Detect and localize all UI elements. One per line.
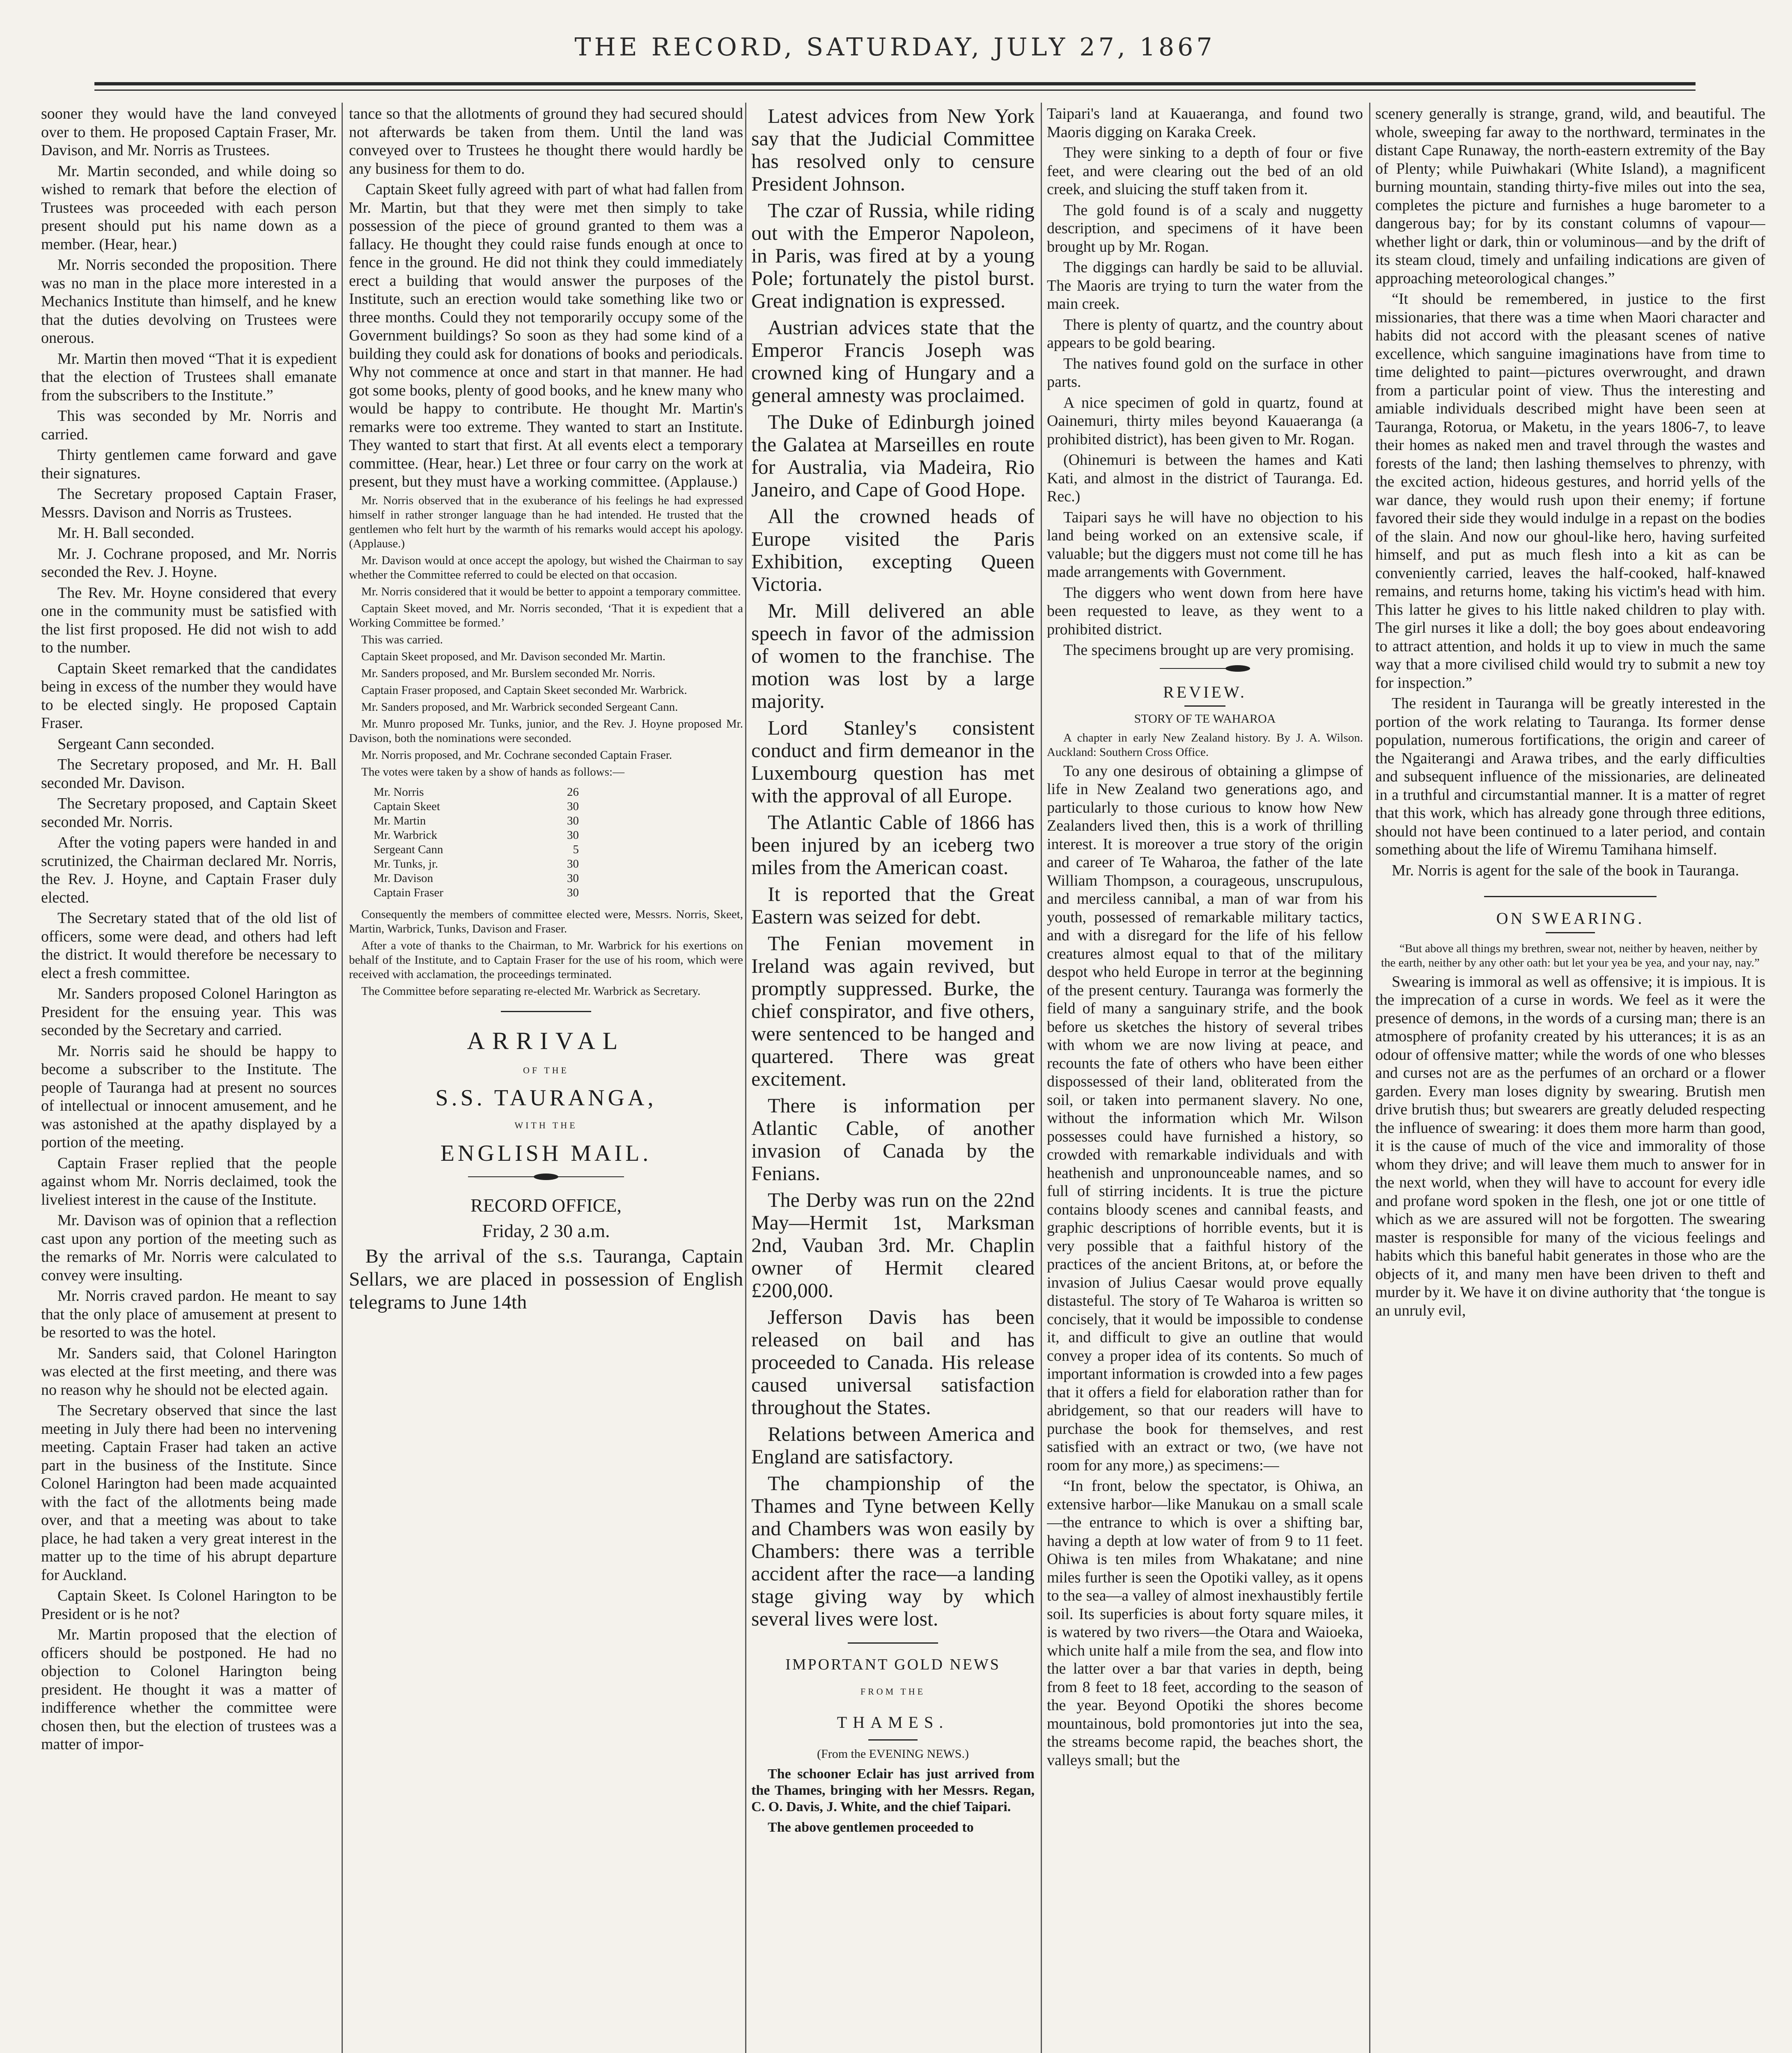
- vote-count: 30: [567, 814, 579, 827]
- telegram-item: Latest advices from New York say that the Judicial Committee has resolved only to censure President Johnson.: [751, 105, 1035, 195]
- vote-name: Mr. Tunks, jr.: [374, 857, 438, 870]
- telegram-item: Austrian advices state that the Emperor Francis Joseph was crowned king of Hungary and a general amnesty was proclaimed.: [751, 316, 1035, 406]
- small-paragraph: Mr. Sanders proposed, and Mr. Warbrick seconded Sergeant Cann.: [361, 700, 678, 714]
- record-office-time: Friday, 2 30 a.m.: [482, 1220, 610, 1241]
- vote-table: [374, 785, 743, 900]
- swearing-paragraph: Swearing is immoral as well as offensive; it is impious. It is the imprecation of a curse in words. We feel as it were the presence of demons, in the words of a cursing man; there is an atmosphere of profanity created by his utterances; it is as an odour of offensive matter; while the words of one who blesses and curses not are as the perfumes of an orchard or a flower garden. Every man loses dignity by swearing. Brutish men drive brutish thus; but swearers are greatly deluded respecting the influence of swearing: it does them more harm than good, it is the cause of much of the vice and immorality of those whom they drive; and will leave them much to answer for in the next world, when they will have to account for every idle and profane word spoken in the flesh, one jot or one tittle of which as we are assured will not be forgotten. The swearing master is responsible for many of the vicious feelings and habits which this baneful habit generates in those who are the objects of it, and many men have been driven to theft and murder by it. We have it on divine authority that ‘the tongue is an unruly evil,: [1375, 973, 1765, 1319]
- telegram-item: The Atlantic Cable of 1866 has been injured by an iceberg two miles from the American coast.: [751, 811, 1035, 879]
- small-paragraph: This was carried.: [361, 633, 443, 646]
- small-paragraph: Mr. Norris proposed, and Mr. Cochrane seconded Captain Fraser.: [361, 748, 672, 762]
- telegram-item: Relations between America and England are satisfactory.: [751, 1422, 1035, 1468]
- article-paragraph: The specimens brought up are very promising.: [1063, 641, 1354, 659]
- article-paragraph: Mr. Martin seconded, and while doing so wished to remark that before the election of Trustees was proceeded with each person present should put his name down as a member. (Hear, hear.): [41, 162, 337, 253]
- vote-name: Captain Fraser: [374, 886, 443, 899]
- masthead-rule-thick: [94, 82, 1696, 85]
- vote-count: 30: [567, 799, 579, 813]
- article-paragraph: Mr. Martin proposed that the election of officers should be postponed. He had no objection to Colonel Harington being president. He thought it was a matter of indifference whether the committee were chosen then, but the election of trustees was a matter of impor-: [41, 1626, 337, 1753]
- column-divider: [1041, 103, 1042, 2053]
- column-2: [349, 105, 743, 2053]
- article-paragraph: Captain Fraser replied that the people against whom Mr. Norris declaimed, took the liveliest interest in the cause of the Institute.: [41, 1154, 337, 1208]
- vote-row: [374, 785, 579, 799]
- column-3: [751, 105, 1035, 2053]
- article-paragraph: Taipari's land at Kauaeranga, and found two Maoris digging on Karaka Creek.: [1047, 105, 1363, 141]
- small-paragraph: Consequently the members of committee elected were, Messrs. Norris, Skeet, Martin, Warbrick, Tunks, Davison and Fraser.: [349, 907, 743, 935]
- vote-row: [374, 814, 579, 828]
- small-paragraph: Mr. Norris considered that it would be better to appoint a temporary committee.: [361, 585, 741, 598]
- telegram-item: Mr. Mill delivered an able speech in favor of the admission of women to the franchise. The motion was lost by a large majority.: [751, 599, 1035, 712]
- article-paragraph: The Rev. Mr. Hoyne considered that every one in the community must be satisfied with the list first proposed. He did not wish to add to the number.: [41, 584, 337, 656]
- section-rule: [1484, 896, 1657, 897]
- vote-name: Mr. Davison: [374, 871, 433, 885]
- telegram-item: The czar of Russia, while riding out with the Emperor Napoleon, in Paris, was fired at by a young Pole; fortunately the pistol burst. Great indignation is expressed.: [751, 199, 1035, 312]
- article-paragraph: Mr. Sanders proposed Colonel Harington as President for the ensuing year. This was seconded by the Secretary and carried.: [41, 985, 337, 1039]
- column-1: [41, 105, 337, 2053]
- column-4: [1047, 105, 1363, 2053]
- small-paragraph: Captain Skeet proposed, and Mr. Davison seconded Mr. Martin.: [361, 650, 665, 663]
- vote-row: [374, 857, 579, 871]
- vote-count: 26: [567, 785, 579, 799]
- article-paragraph: The Secretary stated that of the old list of officers, some were dead, and others had left the district. It would therefore be necessary to elect a fresh committee.: [41, 909, 337, 982]
- section-rule: [868, 1739, 918, 1741]
- telegram-item: The Fenian movement in Ireland was again revived, but promptly suppressed. Burke, the chief conspirator, and five others, were sentenced to be hanged and quartered. There was great excitement.: [751, 932, 1035, 1090]
- vote-row: [374, 799, 579, 814]
- article-paragraph: A nice specimen of gold in quartz, found at Oainemuri, thirty miles beyond Kauaeranga (a prohibited district), has been given to Mr. Rogan.: [1047, 394, 1363, 448]
- article-paragraph: Thirty gentlemen came forward and gave their signatures.: [41, 446, 337, 482]
- gold-news-place: THAMES.: [837, 1713, 949, 1732]
- telegram-item: It is reported that the Great Eastern was seized for debt.: [751, 882, 1035, 928]
- vote-name: Captain Skeet: [374, 799, 440, 813]
- telegram-item: All the crowned heads of Europe visited the Paris Exhibition, excepting Queen Victoria.: [751, 505, 1035, 595]
- masthead: [94, 33, 1696, 78]
- telegram-item: There is information per Atlantic Cable, of another invasion of Canada by the Fenians.: [751, 1094, 1035, 1185]
- small-paragraph: The votes were taken by a show of hands as follows:—: [361, 765, 625, 778]
- masthead-title: THE RECORD, SATURDAY, JULY 27, 1867: [574, 33, 1216, 62]
- small-paragraph: Mr. Munro proposed Mr. Tunks, junior, and the Rev. J. Hoyne proposed Mr. Davison, both the nominations were seconded.: [349, 717, 743, 745]
- column-divider: [342, 103, 343, 2053]
- article-paragraph: Mr. Martin then moved “That it is expedient that the election of Trustees shall emanate from the subscribers to the Institute.”: [41, 350, 337, 404]
- review-paragraph: scenery generally is strange, grand, wild, and beautiful. The whole, sweeping far away to the northward, terminates in the distant Cape Runaway, the north-eastern extremity of the Bay of Plenty; while Puiwhakari (White Island), a magnificent burning mountain, standing thirty-five miles out into the sea, completes the picture and furnishes a huge barometer to a dangerous bay; for by its constant columns of vapour—whether light or dark, thin or voluminous—and by the drift of its steam cloud, timely and unfailing indications are given of approaching meteorological changes.”: [1375, 105, 1765, 287]
- arrival-heading: ARRIVAL: [467, 1027, 625, 1054]
- vote-count: 5: [573, 843, 579, 856]
- vote-name: Mr. Warbrick: [374, 828, 437, 842]
- small-paragraph: The Committee before separating re-elected Mr. Warbrick as Secretary.: [361, 984, 701, 998]
- small-print-block: [349, 494, 743, 779]
- article-paragraph: Mr. Norris seconded the proposition. There was no man in the place more interested in a Mechanics Institute than himself, and he knew that the duties devolving on Trustees were onerous.: [41, 256, 337, 347]
- record-office-heading: RECORD OFFICE,: [470, 1194, 622, 1216]
- column-divider: [1369, 103, 1370, 2053]
- article-paragraph: (Ohinemuri is between the hames and Kati Kati, and almost in the district of Tauranga. Ed. Rec.): [1047, 451, 1363, 505]
- arrival-ship-name: S.S. TAURANGA,: [435, 1085, 657, 1111]
- vote-name: Mr. Norris: [374, 785, 424, 799]
- article-paragraph: Captain Skeet fully agreed with part of what had fallen from Mr. Martin, but that they were met then simply to take possession of the piece of ground granted to them was a fallacy. He thought they could raise funds enough at once to fence in the ground. He did not think they could immediately erect a building that would answer the purposes of the Institute, such an erection would take something like two or three months. Could they not temporarily occupy some of the Government buildings? So soon as they had some kind of a building they could ask for donations of books and periodicals. Why not commence at once and start in that manner. He had got some books, plenty of good books, and he knew many who would be happy to contribute. He thought Mr. Martin's remarks were too extreme. They wanted to start an Institute. They wanted to start that first. At all events elect a temporary committee. (Hear, hear.) Let three or four carry on the work at present, but they must have a working committee. (Applause.): [349, 181, 743, 490]
- article-paragraph: sooner they would have the land conveyed over to them. He proposed Captain Fraser, Mr. Davison, and Mr. Norris as Trustees.: [41, 105, 337, 159]
- article-paragraph: They were sinking to a depth of four or five feet, and were clearing out the bed of an old creek, and sluicing the stuff taken from it.: [1047, 144, 1363, 198]
- article-paragraph: The gold found is of a scaly and nuggetty description, and specimens of it have been brought up by Mr. Rogan.: [1047, 201, 1363, 255]
- article-paragraph: Mr. J. Cochrane proposed, and Mr. Norris seconded the Rev. J. Hoyne.: [41, 545, 337, 581]
- article-paragraph: There is plenty of quartz, and the country about appears to be gold bearing.: [1047, 316, 1363, 351]
- column-5: [1375, 105, 1765, 2053]
- review-book-title: STORY OF TE WAHAROA: [1134, 712, 1276, 726]
- article-paragraph: The diggings can hardly be said to be alluvial. The Maoris are trying to turn the water from the main creek.: [1047, 259, 1363, 312]
- small-paragraph: Mr. Norris observed that in the exuberance of his feelings he had expressed himself in rather stronger language than he had intended. He trusted that the gentlemen who felt hurt by the warmth of his remarks would accept his apology. (Applause.): [349, 494, 743, 550]
- review-paragraph: “It should be remembered, in justice to the first missionaries, that there was a time when Maori character and habits did not accord with the pleasant scenes of native excellence, which sanguine imaginations have from time to time delighted to paint—pictures overwrought, and drawn from a particular point of view. Thus the interesting and amiable individuals described might have been seen at Tauranga, Rotorua, or Maketu, in the years 1806-7, to leave their homes as naked men and travel through the wastes and forests of the land; then lashing themselves to phrenzy, with the excited action, hideous gestures, and horrid yells of the war dance, they would rush upon their enemy; if fortune favored their side they would indulge in a repast on the bodies of the slain. And now our ghoul-like hero, having surfeited himself, and put as much flesh into a kit as can be conveniently carried, leaves the half-cooked, half-knawed remains, and returns home, taking his victim's head with him. This latter he gives to his little naked children to play with. The girl nurses it like a doll; the boy goes about endeavoring to attract attention, and holds it up to view in much the same way that a more civilised child would try to submit a new toy for inspection.”: [1375, 290, 1765, 691]
- vote-row: [374, 843, 579, 857]
- arrival-of-the: OF THE: [523, 1065, 569, 1075]
- vote-count: 30: [567, 886, 579, 899]
- article-paragraph: Sergeant Cann seconded.: [57, 735, 215, 753]
- vote-count: 30: [567, 857, 579, 870]
- article-paragraph: Mr. Davison was of opinion that a reflection cast upon any portion of the meeting such as the remarks of Mr. Norris were calculated to convey were insulting.: [41, 1212, 337, 1284]
- gold-news-heading: IMPORTANT GOLD NEWS: [785, 1656, 1000, 1673]
- section-rule: [1546, 932, 1595, 933]
- review-paragraph: Mr. Norris is agent for the sale of the book in Tauranga.: [1392, 861, 1739, 879]
- vote-row: [374, 828, 579, 843]
- article-paragraph: The Secretary proposed Captain Fraser, Messrs. Davison and Norris as Trustees.: [41, 485, 337, 521]
- column-divider: [745, 103, 746, 2053]
- small-paragraph: Captain Fraser proposed, and Captain Skeet seconded Mr. Warbrick.: [361, 683, 687, 697]
- small-paragraph: After a vote of thanks to the Chairman, to Mr. Warbrick for his exertions on behalf of the Institute, and to Captain Fraser for the use of his room, which were received with acclamation, the proceedings terminated.: [349, 939, 743, 981]
- review-book-details: A chapter in early New Zealand history. By J. A. Wilson. Auckland: Southern Cross Office.: [1047, 731, 1363, 759]
- article-paragraph: Mr. Sanders said, that Colonel Harington was elected at the first meeting, and there was no reason why he should not be elected again.: [41, 1344, 337, 1399]
- masthead-rule-thin: [94, 90, 1696, 91]
- article-paragraph: Captain Skeet. Is Colonel Harington to be President or is he not?: [41, 1587, 337, 1623]
- small-paragraph: Mr. Sanders proposed, and Mr. Burslem seconded Mr. Norris.: [361, 666, 656, 680]
- section-rule: [848, 1642, 938, 1644]
- gold-news-paragraph: The above gentlemen proceeded to: [768, 1820, 974, 1835]
- small-print-block: [349, 907, 743, 999]
- vote-row: [374, 871, 579, 886]
- vote-count: 30: [567, 871, 579, 885]
- review-paragraph: “In front, below the spectator, is Ohiwa, an extensive harbor—like Manukau on a small scale—the entrance to which is over a shifting bar, having a depth at low water of from 9 to 11 feet. Ohiwa is ten miles from Whakatane; and nine miles further is seen the Opotiki valley, as it opens to the sea—a valley of almost inexhaustibly fertile soil. Its superficies is about forty square miles, it is watered by two rivers—the Otara and Waioeka, which unite half a mile from the sea, and flow into the latter over a bar that varies in depth, being from 8 feet to 18 feet, according to the season of the year. Beyond Opotiki the shores become mountainous, bold promontories jut into the sea, the streams become rapid, the beaches short, the valleys small; but the: [1047, 1477, 1363, 1769]
- article-paragraph: After the voting papers were handed in and scrutinized, the Chairman declared Mr. Norris, the Rev. J. Hoyne, and Captain Fraser duly elected.: [41, 834, 337, 906]
- small-paragraph: Mr. Davison would at once accept the apology, but wished the Chairman to say whether the Committee referred to could be elected on that occasion.: [349, 553, 743, 581]
- arrival-with-the: WITH THE: [514, 1120, 578, 1130]
- gold-news-from: FROM THE: [860, 1686, 926, 1697]
- section-rule: [1184, 705, 1225, 707]
- article-paragraph: tance so that the allotments of ground they had secured should not afterwards be taken from them. Until the land was conveyed over to Trustees he thought there would hardly be any business for them to do.: [349, 105, 743, 177]
- article-paragraph: The diggers who went down from here have been requested to leave, as they went to a prohibited district.: [1047, 584, 1363, 638]
- article-paragraph: Captain Skeet remarked that the candidates being in excess of the number they would have to be elected singly. He proposed Captain Fraser.: [41, 659, 337, 732]
- telegram-item: The Duke of Edinburgh joined the Galatea at Marseilles en route for Australia, via Madeira, Rio Janeiro, and Cape of Good Hope.: [751, 410, 1035, 501]
- article-paragraph: Mr. Norris said he should be happy to become a subscriber to the Institute. The people of Tauranga had at present no sources of intellectual or innocent amusement, and he was astonished at the apathy displayed by a portion of the meeting.: [41, 1042, 337, 1151]
- article-paragraph: Mr. H. Ball seconded.: [57, 524, 195, 542]
- telegram-item: Lord Stanley's consistent conduct and firm demeanor in the Luxembourg question has met with the approval of all Europe.: [751, 716, 1035, 807]
- telegram-item: The Derby was run on the 22nd May—Hermit 1st, Marksman 2nd, Vauban 3rd. Mr. Chaplin owner of Hermit cleared £200,000.: [751, 1188, 1035, 1302]
- gold-news-source: (From the EVENING NEWS.): [817, 1747, 969, 1761]
- article-paragraph: The Secretary proposed, and Captain Skeet seconded Mr. Norris.: [41, 795, 337, 831]
- section-rule: [501, 1011, 591, 1012]
- vote-row: [374, 886, 579, 900]
- ornament-rule: [1160, 664, 1250, 673]
- arrival-mail: ENGLISH MAIL.: [440, 1140, 652, 1166]
- telegram-item: The championship of the Thames and Tyne between Kelly and Chambers was won easily by Chambers: there was a terrible accident after the race—a landing stage giving way by which several lives were lost.: [751, 1472, 1035, 1630]
- vote-name: Mr. Martin: [374, 814, 426, 827]
- small-paragraph: Captain Skeet moved, and Mr. Norris seconded, ‘That it is expedient that a Working Committee be formed.’: [349, 602, 743, 629]
- review-paragraph: To any one desirous of obtaining a glimpse of life in New Zealand two generations ago, and particularly to those curious to know how New Zealanders lived then, this is a work of thrilling interest. It is moreover a true story of the origin and career of Te Waharoa, the father of the late William Thompson, a courageous, unscrupulous, and merciless cannibal, a man of war from his youth, possessed of remarkable military tactics, and with a disregard for the life of his fellow creatures almost equal to that of the military despot who held Europe in terror at the beginning of the present century. Tauranga was formerly the field of many a sanguinary strife, and the book before us sketches the history of several tribes with whom we are now living at peace, and recounts the fate of others who have been either dispossessed of their land, obliterated from the soil, or taken into permanent slavery. No one, without the information which Mr. Wilson possesses could have furnished a history, so crowded with remarkable individuals and with heathenish and unpronounceable names, and so full of stirring incidents. It is true the picture contains bloody scenes and cannibal feasts, and graphic descriptions of horrible events, but it is very possible that a faithful history of the practices of the ancient Britons, at, or before the invasion of Julius Caesar would prove equally distasteful. The story of Te Waharoa is written so concisely, that it would be impossible to condense it, and difficult to give an outline that would convey a proper idea of its contents. So much of important information is crowded into a few pages that it offers a field for elaboration rather than for abridgement, so that our readers will have to purchase the book for themselves, and rest satisfied with an extract or two, (we have not room for any more,) as specimens:—: [1047, 762, 1363, 1474]
- review-paragraph: The resident in Tauranga will be greatly interested in the portion of the work relating to Tauranga. Its former dense population, numerous fortifications, the origin and career of the Ngaiterangi and Arawa tribes, and the early difficulties and subsequent influence of the missionaries, are delineated in a truthful and circumstantial manner. It is a matter of regret that this work, which has already gone through three editions, should not have been continued to a later period, and contain something about the life of Wiremu Tamihana himself.: [1375, 695, 1765, 858]
- swearing-heading: ON SWEARING.: [1496, 909, 1645, 928]
- vote-name: Sergeant Cann: [374, 843, 443, 856]
- review-heading: REVIEW.: [1163, 682, 1247, 701]
- swearing-epigraph: “But above all things my brethren, swear not, neither by heaven, neither by the earth, neither by any other oath: but let your yea be yea, and your nay, nay.”: [1381, 942, 1760, 969]
- article-paragraph: The Secretary proposed, and Mr. H. Ball seconded Mr. Davison.: [41, 756, 337, 792]
- gold-news-paragraph: The schooner Eclair has just arrived from the Thames, bringing with her Messrs. Regan, C. O. Davis, J. White, and the chief Taipari.: [751, 1766, 1035, 1814]
- ornament-rule: [468, 1172, 624, 1182]
- article-paragraph: Mr. Norris craved pardon. He meant to say that the only place of amusement at present to be resorted to was the hotel.: [41, 1287, 337, 1341]
- article-paragraph: Taipari says he will have no objection to his land being worked on an extensive scale, if valuable; but the diggers must not come till he has made arrangements with Government.: [1047, 508, 1363, 581]
- vote-count: 30: [567, 828, 579, 842]
- article-paragraph: The natives found gold on the surface in other parts.: [1047, 355, 1363, 390]
- telegram-item: Jefferson Davis has been released on bail and has proceeded to Canada. His release caused universal satisfaction throughout the States.: [751, 1305, 1035, 1419]
- article-paragraph: The Secretary observed that since the last meeting in July there had been no intervening meeting. Captain Fraser had taken an active part in the business of the Institute. Since Colonel Harington had been made acquainted with the fact of the allotments being made over, and that a meeting was about to take place, he had taken a very great interest in the matter up to the time of his abrupt departure for Auckland.: [41, 1402, 337, 1584]
- telegram-intro: By the arrival of the s.s. Tauranga, Captain Sellars, we are placed in possession of English telegrams to June 14th: [349, 1245, 743, 1313]
- article-paragraph: This was seconded by Mr. Norris and carried.: [41, 407, 337, 443]
